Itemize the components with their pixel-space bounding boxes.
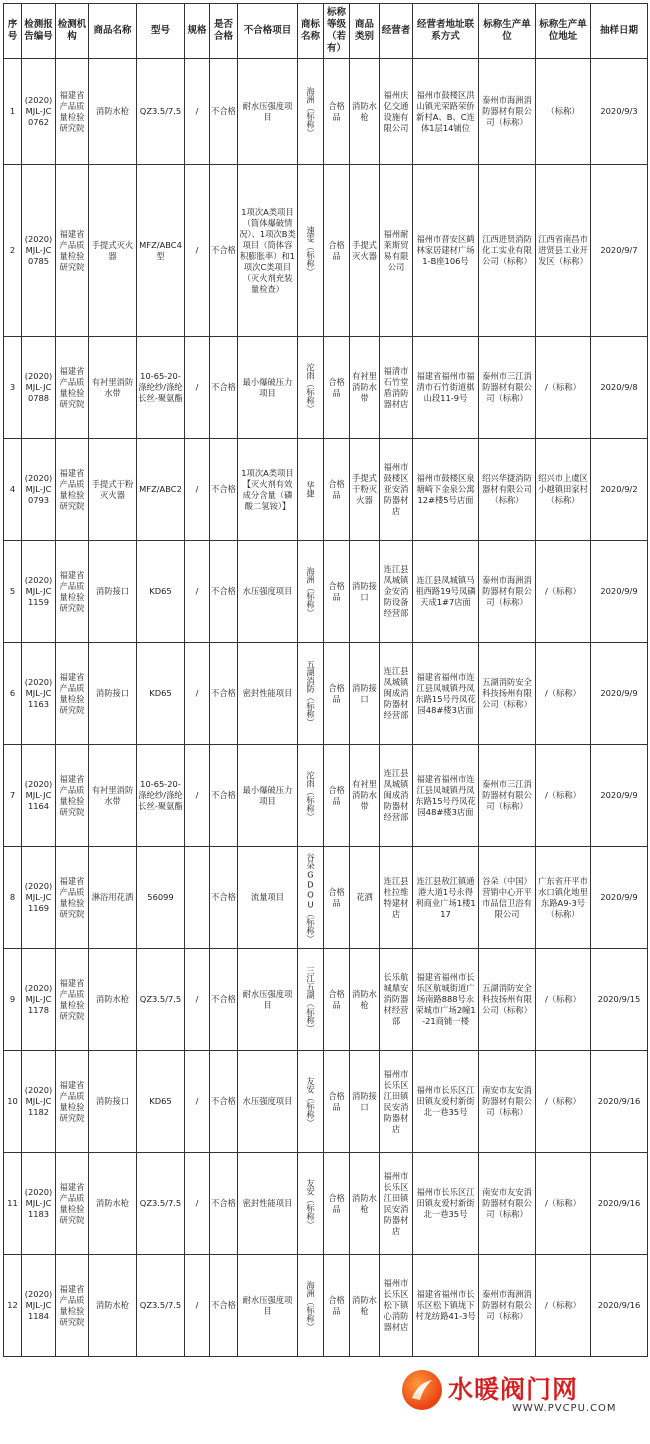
header-index: 序号 <box>4 4 22 59</box>
cell-spec: / <box>185 745 210 847</box>
cell-manufacturer: 绍兴华捷消防器材有限公司（标称） <box>479 439 536 541</box>
header-model: 型号 <box>137 4 185 59</box>
table-row <box>4 541 648 643</box>
cell-spec: / <box>185 337 210 439</box>
cell-grade: 合格品 <box>324 847 350 949</box>
table-body <box>4 59 648 1357</box>
cell-manufacturer: 泰州市海洲消防器材有限公司（标称） <box>479 1255 536 1357</box>
cell-index: 9 <box>4 949 22 1051</box>
cell-index: 10 <box>4 1051 22 1153</box>
cell-product-name: 消防水枪 <box>89 1153 137 1255</box>
cell-manufacturer: 泰州市三江消防器材有限公司（标称） <box>479 745 536 847</box>
cell-qualified: 不合格 <box>210 847 238 949</box>
cell-operator: 连江县杜拉维特建材店 <box>380 847 413 949</box>
cell-model: 10-65-20-涤纶纱/涤纶长丝-聚氨酯 <box>137 745 185 847</box>
cell-failed-items: 耐水压强度项目 <box>238 1255 298 1357</box>
table-row <box>4 59 648 165</box>
cell-index: 6 <box>4 643 22 745</box>
cell-operator: 福州市鼓楼区亚安消防器材店 <box>380 439 413 541</box>
cell-grade: 合格品 <box>324 1051 350 1153</box>
cell-index: 1 <box>4 59 22 165</box>
cell-operator-address: 福州市晋安区鹤林家居建材广场1-B座106号 <box>413 165 479 337</box>
cell-test-agency: 福建省产品质量检验研究院 <box>56 541 89 643</box>
cell-product-name: 手提式干粉灭火器 <box>89 439 137 541</box>
cell-manufacturer-address: 广东省开平市水口镇化地里东路A9-3号（标称） <box>536 847 591 949</box>
cell-manufacturer: 谷朵（中国）营销中心开平市品信卫浴有限公司 <box>479 847 536 949</box>
cell-sample-date: 2020/9/16 <box>591 1255 648 1357</box>
cell-brand: 友安（标称） <box>298 1051 324 1153</box>
cell-failed-items: 1项次A类项目【灭火剂有效成分含量（磷酸二氢铵）】 <box>238 439 298 541</box>
cell-index: 12 <box>4 1255 22 1357</box>
cell-report-number: (2020)MJL-JC0788 <box>22 337 56 439</box>
header-manufacturer: 标称生产单位 <box>479 4 536 59</box>
table-row <box>4 165 648 337</box>
watermark-logo <box>402 1368 642 1414</box>
cell-operator-address: 连江县凤城镇马祖西路19号凤磷天成1#7店面 <box>413 541 479 643</box>
cell-operator-address: 连江县敖江镇通港大道1号永得利商业广场1楼117 <box>413 847 479 949</box>
cell-operator-address: 福建省福州市长乐区松下镇垅下村龙纺路41-3号 <box>413 1255 479 1357</box>
cell-report-number: (2020)MJL-JC1163 <box>22 643 56 745</box>
cell-report-number: (2020)MJL-JC1182 <box>22 1051 56 1153</box>
cell-grade: 合格品 <box>324 439 350 541</box>
cell-product-name: 消防水枪 <box>89 949 137 1051</box>
cell-model: MFZ/ABC2 <box>137 439 185 541</box>
cell-index: 11 <box>4 1153 22 1255</box>
cell-brand: 海洲（标称） <box>298 541 324 643</box>
cell-brand: 速雯（标称） <box>298 165 324 337</box>
cell-qualified: 不合格 <box>210 643 238 745</box>
cell-manufacturer-address: /（标称） <box>536 745 591 847</box>
cell-sample-date: 2020/9/9 <box>591 847 648 949</box>
cell-operator-address: 福州市长乐区江田镇友爱村新街北一巷35号 <box>413 1153 479 1255</box>
cell-category: 有衬里消防水带 <box>350 745 380 847</box>
cell-failed-items: 密封性能项目 <box>238 1153 298 1255</box>
cell-report-number: (2020)MJL-JC0785 <box>22 165 56 337</box>
cell-index: 7 <box>4 745 22 847</box>
cell-manufacturer: 江西进贤消防化工实业有限公司（标称） <box>479 165 536 337</box>
cell-spec: / <box>185 59 210 165</box>
header-sample-date: 抽样日期 <box>591 4 648 59</box>
cell-qualified: 不合格 <box>210 59 238 165</box>
cell-sample-date: 2020/9/15 <box>591 949 648 1051</box>
cell-failed-items: 水压强度项目 <box>238 1051 298 1153</box>
cell-qualified: 不合格 <box>210 1153 238 1255</box>
header-category: 商品类别 <box>350 4 380 59</box>
table-row <box>4 1051 648 1153</box>
table-row <box>4 439 648 541</box>
cell-grade: 合格品 <box>324 1153 350 1255</box>
cell-test-agency: 福建省产品质量检验研究院 <box>56 643 89 745</box>
cell-product-name: 有衬里消防水带 <box>89 337 137 439</box>
cell-sample-date: 2020/9/8 <box>591 337 648 439</box>
cell-spec: / <box>185 1051 210 1153</box>
watermark-url: WWW.PVCPU.COM <box>512 1403 617 1414</box>
cell-spec: / <box>185 643 210 745</box>
cell-model: QZ3.5/7.5 <box>137 59 185 165</box>
cell-sample-date: 2020/9/16 <box>591 1051 648 1153</box>
cell-brand: 三江五湖（标称） <box>298 949 324 1051</box>
cell-sample-date: 2020/9/3 <box>591 59 648 165</box>
cell-model: QZ3.5/7.5 <box>137 1255 185 1357</box>
table-row <box>4 745 648 847</box>
cell-operator-address: 福建省福州市连江县凤城镇丹凤东路15号丹凤花园48#楼3店面 <box>413 745 479 847</box>
cell-index: 8 <box>4 847 22 949</box>
cell-product-name: 消防水枪 <box>89 59 137 165</box>
cell-category: 消防接口 <box>350 541 380 643</box>
cell-sample-date: 2020/9/2 <box>591 439 648 541</box>
cell-brand: 谷朵GDOU（标称） <box>298 847 324 949</box>
cell-test-agency: 福建省产品质量检验研究院 <box>56 439 89 541</box>
cell-brand: 海洲（标称） <box>298 59 324 165</box>
cell-qualified: 不合格 <box>210 745 238 847</box>
cell-report-number: (2020)MJL-JC1169 <box>22 847 56 949</box>
cell-report-number: (2020)MJL-JC1184 <box>22 1255 56 1357</box>
header-qualified: 是否合格 <box>210 4 238 59</box>
cell-operator-address: 福州市鼓楼区泉塘崎下金泉公寓12#楼5号店面 <box>413 439 479 541</box>
cell-test-agency: 福建省产品质量检验研究院 <box>56 165 89 337</box>
cell-sample-date: 2020/9/7 <box>591 165 648 337</box>
cell-failed-items: 流量项目 <box>238 847 298 949</box>
cell-manufacturer-address: （标称） <box>536 59 591 165</box>
cell-model: KD65 <box>137 541 185 643</box>
table-row <box>4 949 648 1051</box>
cell-test-agency: 福建省产品质量检验研究院 <box>56 949 89 1051</box>
cell-grade: 合格品 <box>324 337 350 439</box>
cell-manufacturer-address: /（标称） <box>536 337 591 439</box>
cell-failed-items: 密封性能项目 <box>238 643 298 745</box>
cell-manufacturer: 五湖消防安全科技扬州有限公司（标称） <box>479 949 536 1051</box>
cell-qualified: 不合格 <box>210 949 238 1051</box>
cell-index: 3 <box>4 337 22 439</box>
header-spec: 规格 <box>185 4 210 59</box>
cell-brand: 海洲（标称） <box>298 1255 324 1357</box>
cell-manufacturer-address: /（标称） <box>536 949 591 1051</box>
cell-sample-date: 2020/9/9 <box>591 745 648 847</box>
cell-sample-date: 2020/9/9 <box>591 541 648 643</box>
cell-failed-items: 最小爆破压力项目 <box>238 745 298 847</box>
cell-brand: 友安（标称） <box>298 1153 324 1255</box>
cell-product-name: 消防接口 <box>89 643 137 745</box>
cell-report-number: (2020)MJL-JC1178 <box>22 949 56 1051</box>
cell-test-agency: 福建省产品质量检验研究院 <box>56 337 89 439</box>
cell-manufacturer-address: 江西省南昌市进贤县工业开发区（标称） <box>536 165 591 337</box>
cell-spec: / <box>185 1255 210 1357</box>
table-row <box>4 643 648 745</box>
cell-test-agency: 福建省产品质量检验研究院 <box>56 745 89 847</box>
cell-product-name: 消防接口 <box>89 541 137 643</box>
cell-failed-items: 最小爆破压力项目 <box>238 337 298 439</box>
cell-manufacturer-address: /（标称） <box>536 643 591 745</box>
cell-failed-items: 1项次A类项目（筒体爆破情况）、1项次B类项目（筒体容积膨胀率）和1项次C类项目（灭火剂充装量检查） <box>238 165 298 337</box>
cell-model: 56099 <box>137 847 185 949</box>
cell-product-name: 消防接口 <box>89 1051 137 1153</box>
watermark-title: 水暖阀门网 <box>448 1375 579 1404</box>
cell-grade: 合格品 <box>324 949 350 1051</box>
cell-failed-items: 耐水压强度项目 <box>238 59 298 165</box>
cell-test-agency: 福建省产品质量检验研究院 <box>56 847 89 949</box>
cell-category: 消防水枪 <box>350 59 380 165</box>
table-row <box>4 337 648 439</box>
cell-report-number: (2020)MJL-JC0793 <box>22 439 56 541</box>
cell-model: QZ3.5/7.5 <box>137 949 185 1051</box>
cell-index: 2 <box>4 165 22 337</box>
cell-brand: 沱雨（标称） <box>298 337 324 439</box>
cell-product-name: 淋浴用花洒 <box>89 847 137 949</box>
cell-test-agency: 福建省产品质量检验研究院 <box>56 59 89 165</box>
cell-spec: / <box>185 165 210 337</box>
cell-model: QZ3.5/7.5 <box>137 1153 185 1255</box>
cell-brand: 沱雨（标称） <box>298 745 324 847</box>
cell-index: 4 <box>4 439 22 541</box>
cell-category: 消防水枪 <box>350 949 380 1051</box>
table-row <box>4 1255 648 1357</box>
table-header-row <box>4 4 648 59</box>
cell-qualified: 不合格 <box>210 439 238 541</box>
cell-spec: / <box>185 949 210 1051</box>
cell-grade: 合格品 <box>324 59 350 165</box>
cell-product-name: 消防水枪 <box>89 1255 137 1357</box>
header-operator: 经营者 <box>380 4 413 59</box>
cell-report-number: (2020)MJL-JC1159 <box>22 541 56 643</box>
cell-operator: 福州市长乐区松下镇心消防器材店 <box>380 1255 413 1357</box>
cell-category: 花洒 <box>350 847 380 949</box>
cell-operator: 福州耐莱斯贸易有限公司 <box>380 165 413 337</box>
cell-grade: 合格品 <box>324 745 350 847</box>
cell-manufacturer: 泰州市三江消防器材有限公司（标称） <box>479 337 536 439</box>
cell-operator-address: 福建省福州市福清市石竹街道棋山段11-9号 <box>413 337 479 439</box>
cell-grade: 合格品 <box>324 541 350 643</box>
cell-operator: 福清市石竹堂盾消防器材店 <box>380 337 413 439</box>
cell-qualified: 不合格 <box>210 541 238 643</box>
cell-operator: 连江县凤城镇闽成消防器材经营部 <box>380 745 413 847</box>
cell-manufacturer-address: /（标称） <box>536 1153 591 1255</box>
cell-operator: 连江县凤城镇金安消防设备经营部 <box>380 541 413 643</box>
cell-qualified: 不合格 <box>210 165 238 337</box>
cell-model: MFZ/ABC4型 <box>137 165 185 337</box>
cell-manufacturer: 泰州市海洲消防器材有限公司（标称） <box>479 541 536 643</box>
header-test-agency: 检测机构 <box>56 4 89 59</box>
cell-grade: 合格品 <box>324 1255 350 1357</box>
header-product-name: 商品名称 <box>89 4 137 59</box>
cell-report-number: (2020)MJL-JC0762 <box>22 59 56 165</box>
cell-failed-items: 耐水压强度项目 <box>238 949 298 1051</box>
cell-product-name: 有衬里消防水带 <box>89 745 137 847</box>
cell-category: 手提式干粉灭火器 <box>350 439 380 541</box>
cell-product-name: 手提式灭火器 <box>89 165 137 337</box>
cell-qualified: 不合格 <box>210 1255 238 1357</box>
cell-failed-items: 水压强度项目 <box>238 541 298 643</box>
table-row <box>4 1153 648 1255</box>
cell-report-number: (2020)MJL-JC1183 <box>22 1153 56 1255</box>
cell-manufacturer: 南安市友安消防器材有限公司（标称） <box>479 1051 536 1153</box>
cell-qualified: 不合格 <box>210 1051 238 1153</box>
cell-category: 消防接口 <box>350 1051 380 1153</box>
cell-spec: / <box>185 439 210 541</box>
cell-operator-address: 福州市长乐区江田镇友爱村新街北一巷35号 <box>413 1051 479 1153</box>
watermark-badge-icon <box>402 1370 442 1410</box>
cell-manufacturer: 五湖消防安全科技扬州有限公司（标称） <box>479 643 536 745</box>
cell-model: 10-65-20-涤纶纱/涤纶长丝-聚氨酯 <box>137 337 185 439</box>
cell-operator: 福州市长乐区江田镇民安消防器材店 <box>380 1153 413 1255</box>
cell-report-number: (2020)MJL-JC1164 <box>22 745 56 847</box>
cell-operator: 长乐航城鼎安消防器材经营部 <box>380 949 413 1051</box>
cell-category: 有衬里消防水带 <box>350 337 380 439</box>
header-operator-address: 经营者地址联系方式 <box>413 4 479 59</box>
cell-category: 消防水枪 <box>350 1153 380 1255</box>
cell-operator-address: 福州市鼓楼区洪山镇光荣路荣侨新村A、B、C连体1层14铺位 <box>413 59 479 165</box>
cell-test-agency: 福建省产品质量检验研究院 <box>56 1153 89 1255</box>
cell-operator-address: 福建省福州市连江县凤城镇丹凤东路15号丹凤花园48#楼3店面 <box>413 643 479 745</box>
cell-operator-address: 福建省福州市长乐区航城街道广场南路888号永荣城市广场2幢1-21商铺一楼 <box>413 949 479 1051</box>
cell-category: 消防水枪 <box>350 1255 380 1357</box>
cell-brand: 华捷 <box>298 439 324 541</box>
inspection-results-table <box>3 3 648 1357</box>
cell-manufacturer-address: /（标称） <box>536 1255 591 1357</box>
cell-manufacturer: 泰州市海洲消防器材有限公司（标称） <box>479 59 536 165</box>
cell-model: KD65 <box>137 1051 185 1153</box>
header-manufacturer-address: 标称生产单位地址 <box>536 4 591 59</box>
cell-manufacturer-address: /（标称） <box>536 1051 591 1153</box>
header-grade: 标称等级（若有） <box>324 4 350 59</box>
cell-sample-date: 2020/9/9 <box>591 643 648 745</box>
cell-operator: 福州市长乐区江田镇民安消防器材店 <box>380 1051 413 1153</box>
cell-operator: 福州庆亿交通设施有限公司 <box>380 59 413 165</box>
cell-sample-date: 2020/9/16 <box>591 1153 648 1255</box>
cell-index: 5 <box>4 541 22 643</box>
cell-manufacturer-address: 绍兴市上虞区小越镇田家村（标称） <box>536 439 591 541</box>
cell-grade: 合格品 <box>324 643 350 745</box>
cell-operator: 连江县凤城镇闽成消防器材经营部 <box>380 643 413 745</box>
header-report-number: 检测报告编号 <box>22 4 56 59</box>
cell-spec: / <box>185 541 210 643</box>
table-row <box>4 847 648 949</box>
cell-test-agency: 福建省产品质量检验研究院 <box>56 1051 89 1153</box>
cell-spec: / <box>185 1153 210 1255</box>
cell-test-agency: 福建省产品质量检验研究院 <box>56 1255 89 1357</box>
cell-category: 手提式灭火器 <box>350 165 380 337</box>
cell-qualified: 不合格 <box>210 337 238 439</box>
cell-model: KD65 <box>137 643 185 745</box>
cell-category: 消防接口 <box>350 643 380 745</box>
header-brand: 商标名称 <box>298 4 324 59</box>
cell-manufacturer-address: /（标称） <box>536 541 591 643</box>
header-failed-items: 不合格项目 <box>238 4 298 59</box>
cell-manufacturer: 南安市友安消防器材有限公司（标称） <box>479 1153 536 1255</box>
cell-brand: 五湖消防（标称） <box>298 643 324 745</box>
cell-grade: 合格品 <box>324 165 350 337</box>
cell-spec <box>185 847 210 949</box>
